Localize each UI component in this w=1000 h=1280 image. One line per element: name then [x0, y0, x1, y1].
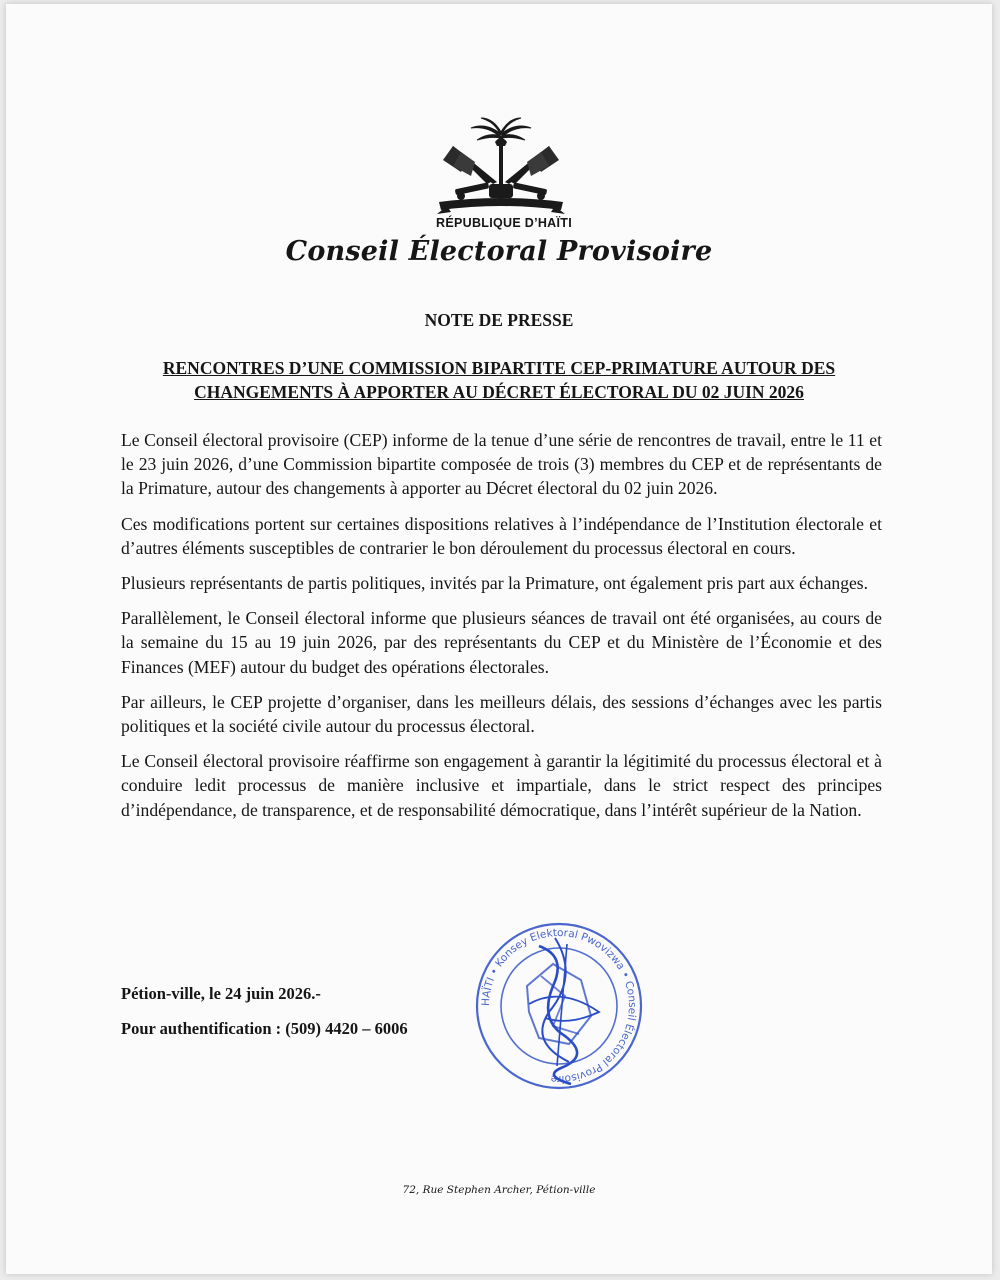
svg-text:HAÏTI • Konsey Elektoral Pwovi: HAÏTI • Konsey Elektoral Pwovizwa • Conseil Électoral Provisoire	[479, 926, 639, 1086]
paragraph: Le Conseil électoral provisoire (CEP) informe de la tenue d’une série de rencontres de travail, entre le 11 et le 23 juin 2026, d’une Commission bipartite composée de trois (3) membres du CEP et de représentants de la Primature, autour des changements à apporter au Décret électoral du 02 juin 2026.	[121, 430, 882, 499]
official-seal-stamp	[469, 916, 649, 1096]
paragraph: Par ailleurs, le CEP projette d’organiser, dans les meilleurs délais, des sessions d’échanges avec les partis politiques et la société civile autour du processus électoral.	[121, 691, 882, 737]
footer-address: 72, Rue Stephen Archer, Pétion-ville	[402, 1184, 596, 1196]
authentication-line: Pour authentification : (509) 4420 – 6006	[121, 1019, 408, 1038]
republic-heading: RÉPUBLIQUE D’HAÏTI	[436, 216, 572, 230]
paragraph: Le Conseil électoral provisoire réaffirme son engagement à garantir la légitimité du processus électoral et à conduire ledit processus de manière inclusive et impartiale, dans le strict respect des principes d’indépendance, de transparence, et de responsabilité démocratique, dans l’intérêt supérieur de la Nation.	[121, 751, 882, 820]
paragraph: Parallèlement, le Conseil électoral informe que plusieurs séances de travail ont été organisées, au cours de la semaine du 15 au 19 juin 2026, par des représentants du CEP et du Ministère de l’Économie et des Finances (MEF) autour du budget des opérations électorales.	[121, 608, 882, 677]
place-date: Pétion-ville, le 24 juin 2026.-	[121, 984, 321, 1003]
haiti-coat-of-arms-icon	[431, 116, 571, 216]
press-note-page	[6, 4, 992, 1274]
press-headline: RENCONTRES D’UNE COMMISSION BIPARTITE CEP-PRIMATURE AUTOUR DES CHANGEMENTS À APPORTER AU DÉCRET ÉLECTORAL DU 02 JUIN 2026	[162, 358, 836, 402]
press-body	[121, 428, 882, 833]
institution-title: Conseil Électoral Provisoire	[285, 236, 713, 267]
paragraph: Ces modifications portent sur certaines dispositions relatives à l’indépendance de l’Institution électorale et d’autres éléments susceptibles de contrarier le bon déroulement du processus électoral en cours.	[121, 513, 882, 558]
document-type: NOTE DE PRESSE	[424, 310, 574, 330]
paragraph: Plusieurs représentants de partis politiques, invités par la Primature, ont également pris part aux échanges.	[121, 573, 869, 594]
